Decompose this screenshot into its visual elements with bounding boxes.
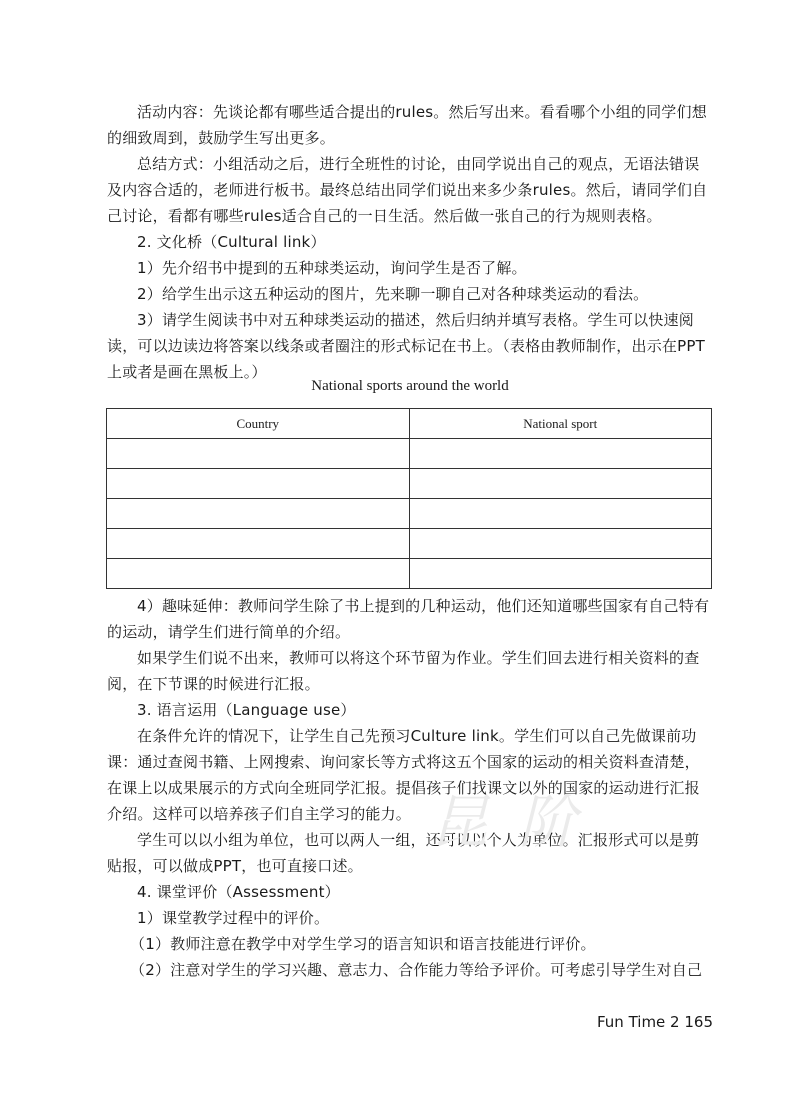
table-cell xyxy=(409,499,712,529)
watermark: 昆 阶 xyxy=(430,788,583,856)
heading-assessment: 4. 课堂评价（Assessment） xyxy=(137,883,340,901)
table-cell xyxy=(107,469,410,499)
paragraph-homework-note: 如果学生们说不出来，教师可以将这个环节留为作业。学生们回去进行相关资料的查阅，在下节课的时候进行汇报。 xyxy=(107,649,700,693)
table-header-national-sport: National sport xyxy=(409,409,712,439)
heading-cultural-link: 2. 文化桥（Cultural link） xyxy=(137,233,326,251)
paragraph-summary-method: 总结方式：小组活动之后，进行全班性的讨论，由同学说出自己的观点，无语法错误及内容合适的，老师进行板书。最终总结出同学们说出来多少条rules。然后，请同学们自己讨论，看都有哪些rules适合自己的一日生活。然后做一张自己的行为规则表格。 xyxy=(107,155,708,225)
paragraph-report-format: 学生可以以小组为单位，也可以两人一组，还可以以个人为单位。汇报形式可以是剪贴报，可以做成PPT，也可直接口述。 xyxy=(107,831,700,875)
table-row xyxy=(107,529,712,559)
page-footer: Fun Time 2 165 xyxy=(596,1013,713,1031)
table-row xyxy=(107,469,712,499)
heading-language-use: 3. 语言运用（Language use） xyxy=(137,701,356,719)
table-row xyxy=(107,439,712,469)
table-cell xyxy=(107,439,410,469)
paragraph-assessment-1-2: （2）注意对学生的学习兴趣、意志力、合作能力等给予评价。可考虑引导学生对自己 xyxy=(130,961,703,979)
paragraph-activity-content: 活动内容：先谈论都有哪些适合提出的rules。然后写出来。看看哪个小组的同学们想的细致周到，鼓励学生写出更多。 xyxy=(107,103,707,147)
paragraph-step-1: 1）先介绍书中提到的五种球类运动，询问学生是否了解。 xyxy=(137,259,527,277)
table-cell xyxy=(107,559,410,589)
table-cell xyxy=(409,469,712,499)
table-header-row xyxy=(107,409,712,439)
table-cell xyxy=(409,439,712,469)
table-cell xyxy=(409,529,712,559)
paragraph-assessment-1-1: （1）教师注意在教学中对学生学习的语言知识和语言技能进行评价。 xyxy=(130,935,596,953)
table-row xyxy=(107,559,712,589)
paragraph-assessment-1: 1）课堂教学过程中的评价。 xyxy=(137,909,330,927)
table-cell xyxy=(107,499,410,529)
paragraph-language-use: 在条件允许的情况下，让学生自己先预习Culture link。学生们可以自己先做课前功课：通过查阅书籍、上网搜索、询问家长等方式将这五个国家的运动的相关资料查清楚，在课上以成果展示的方式向全班同学汇报。提倡孩子们找课文以外的国家的运动进行汇报介绍。这样可以培养孩子们自主学习的能力。 xyxy=(107,727,700,823)
table-cell xyxy=(107,529,410,559)
paragraph-step-4: 4）趣味延伸：教师问学生除了书上提到的几种运动，他们还知道哪些国家有自己特有的运动，请学生们进行简单的介绍。 xyxy=(107,597,710,641)
paragraph-step-3: 3）请学生阅读书中对五种球类运动的描述，然后归纳并填写表格。学生可以快速阅读，可以边读边将答案以线条或者圈注的形式标记在书上。（表格由教师制作，出示在PPT上或者是画在黑板上。） xyxy=(107,311,705,381)
table-caption: National sports around the world xyxy=(311,378,509,394)
table-header-country: Country xyxy=(107,409,410,439)
table-cell xyxy=(409,559,712,589)
national-sports-table xyxy=(106,408,712,589)
paragraph-step-2: 2）给学生出示这五种运动的图片，先来聊一聊自己对各种球类运动的看法。 xyxy=(137,285,649,303)
table-row xyxy=(107,499,712,529)
